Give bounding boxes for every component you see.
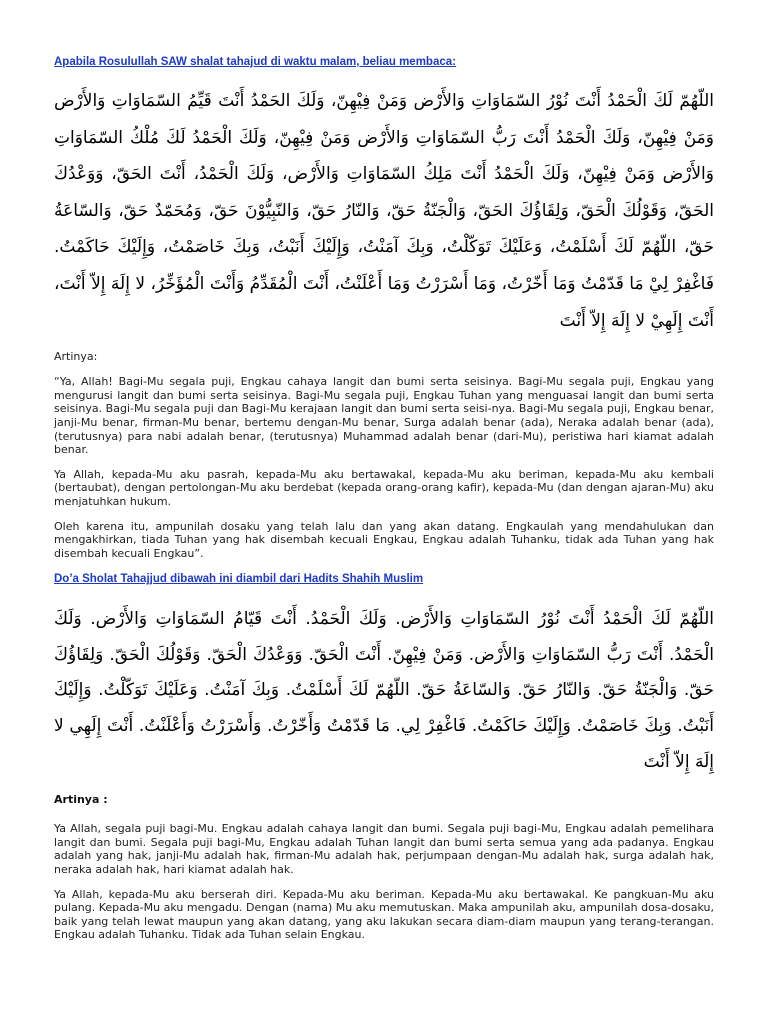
section2-translation-label: Artinya : (54, 793, 108, 807)
section2-heading: Do’a Sholat Tahajjud dibawah ini diambil dari Hadits Shahih Muslim (54, 573, 424, 586)
section2-paragraph-2: Ya Allah, kepada-Mu aku berserah diri. Kepada-Mu aku beriman. Kepada-Mu aku bertawakal. Ke pangkuan-Mu aku pulang. Kepada-Mu aku mengadu. Dengan (nama) Mu aku memutuskan. Maka ampunilah aku, ampunilah dosa-dosaku, baik yang telah lewat maupun yang akan datang, yang aku lakukan secara diam-diam maupun yang terang-terangan. Engkau adalah Tuhanku. Tidak ada Tuhan selain Engkau. (54, 887, 714, 942)
document-page (54, 54, 714, 942)
section1-translation-label: Artinya: (54, 350, 98, 364)
section1-paragraph-1: “Ya, Allah! Bagi-Mu segala puji, Engkau cahaya langit dan bumi serta seisinya. Bagi-Mu segala puji, Engkau yang mengurusi langit dan bumi serta seisinya. Bagi-Mu segala puji, Engkau Tuhan yang menguasai langit dan bumi serta seisinya. Bagi-Mu segala puji dan Bagi-Mu kerajaan langit dan bumi serta seisi-nya. Bagi-Mu segala puji, Engkau benar, janji-Mu benar, firman-Mu benar, bertemu dengan-Mu benar, Surga adalah benar (ada), Neraka adalah benar (ada), (terutusnya) para nabi adalah benar, (terutusnya) Muhammad adalah benar (dari-Mu), peristiwa hari kiamat adalah benar. (54, 375, 714, 457)
section1-paragraph-2: Ya Allah, kepada-Mu aku pasrah, kepada-Mu aku bertawakal, kepada-Mu aku beriman, kepada-Mu aku kembali (bertaubat), dengan pertolongan-Mu aku berdebat (kepada orang-orang kafir), kepada-Mu (dan dengan ajaran-Mu) aku menjatuhkan hukum. (54, 467, 714, 508)
section1-heading: Apabila Rosulullah SAW shalat tahajud di waktu malam, beliau membaca: (54, 56, 456, 68)
section1-arabic-prayer: اللّهُمّ لَكَ الْحَمْدُ أَنْتَ نُوْرُ السّمَاوَاتِ وَالأَرْض وَمَنْ فِيْهِنّ، وَلَكَ الحَمْدُ أَنْتَ قَيِّمُ السّمَاوَاتِ وَالأَرْض وَمَنْ فِيْهِنّ، وَلَكَ الْحَمْدُ أَنْتَ رَبُّ السّمَاوَاتِ وَالأَرْض وَمَنْ فِيْهِنّ، وَلَكَ الْحَمْدُ لَكَ مُلْكُ السّمَاوَاتِ وَالأَرْض وَمَنْ فِيْهِنّ، وَلَكَ الْحَمْدُ أَنْتَ مَلِكُ السّمَاوَاتِ وَالأَرْض، وَلَكَ الْحَمْدُ، أَنْتَ الحَقّ، وَوَعْدُكَ الحَقّ، وَقَوْلُكَ الْحَقّ، وَلِقَاؤُكَ الحَقّ، وَالْجَنّةُ حَقّ، وَالنّارُ حَقّ، وَالنّبِيُّوْنَ حَقّ، وَمُحَمّدٌ حَقّ، وَالسّاعَةُ حَقّ، اللّهُمّ لَكَ أَسْلَمْتُ، وَعَلَيْكَ تَوَكّلْتُ، وَبِكَ آمَنْتُ، وَإِلَيْكَ أَنَبْتُ، وَبِكَ خَاصَمْتُ، وَإِلَيْكَ حَاكَمْتُ. فَاغْفِرْ لِيْ مَا قَدّمْتُ وَمَا أَخّرْتُ، وَمَا أَسْرَرْتُ وَمَا أَعْلَنْتُ، أَنْتَ الْمُقَدِّمُ وَأَنْتَ الْمُؤَخِّرُ، لا إِلَهَ إِلاّ أَنْتَ، أَنْتَ إِلَهِيْ لا إِلَهَ إِلاّ أَنْتَ (54, 91, 714, 331)
section2-arabic-prayer: اللّهُمّ لَكَ الْحَمْدُ أَنْتَ نُوْرُ السّمَاوَاتِ وَالأَرْض. وَلَكَ الْحَمْدُ. أَنْتَ قَيّامُ السّمَاوَاتِ وَالأَرْض. وَلَكَ الْحَمْدُ. أَنْتَ رَبُّ السّمَاوَاتِ وَالأَرْض. وَمَنْ فِيْهِنّ. أَنْتَ الْحَقّ. وَوَعْدُكَ الْحَقّ. وَقَوْلُكَ الْحَقّ. وَلِقَاؤُكَ حَقّ. وَالْجَنّةُ حَقّ. وَالنّارُ حَقّ. وَالسّاعَةُ حَقّ. اللّهُمّ لَكَ أَسْلَمْتُ. وَبِكَ آمَنْتُ. وَعَلَيْكَ تَوَكّلْتُ. وَإِلَيْكَ أَنَبْتُ. وَبِكَ خَاصَمْتُ. وَإِلَيْكَ حَاكَمْتُ. فَاغْفِرْ لِي. مَا قَدّمْتُ وَأَخّرْتُ. وَأَسْرَرْتُ وَأَعْلَنْتُ. أَنْتَ إِلَهِي لا إِلَهَ إِلاّ أَنْتَ (54, 609, 714, 772)
section1-paragraph-3: Oleh karena itu, ampunilah dosaku yang telah lalu dan yang akan datang. Engkaulah yang mendahulukan dan mengakhirkan, tiada Tuhan yang hak disembah kecuali Engkau, Engkau adalah Tuhanku, tidak ada Tuhan yang hak disembah kecuali Engkau”. (54, 519, 714, 560)
section2-paragraph-1: Ya Allah, segala puji bagi-Mu. Engkau adalah cahaya langit dan bumi. Segala puji bagi-Mu, Engkau adalah pemelihara langit dan bumi. Segala puji bagi-Mu, Engkau adalah Tuhan langit dan bumi serta semua yang ada padanya. Engkau adalah yang hak, janji-Mu adalah hak, firman-Mu adalah hak, perjumpaan dengan-Mu adalah hak, surga adalah hak, neraka adalah hak, hari kiamat adalah hak. (54, 822, 714, 877)
